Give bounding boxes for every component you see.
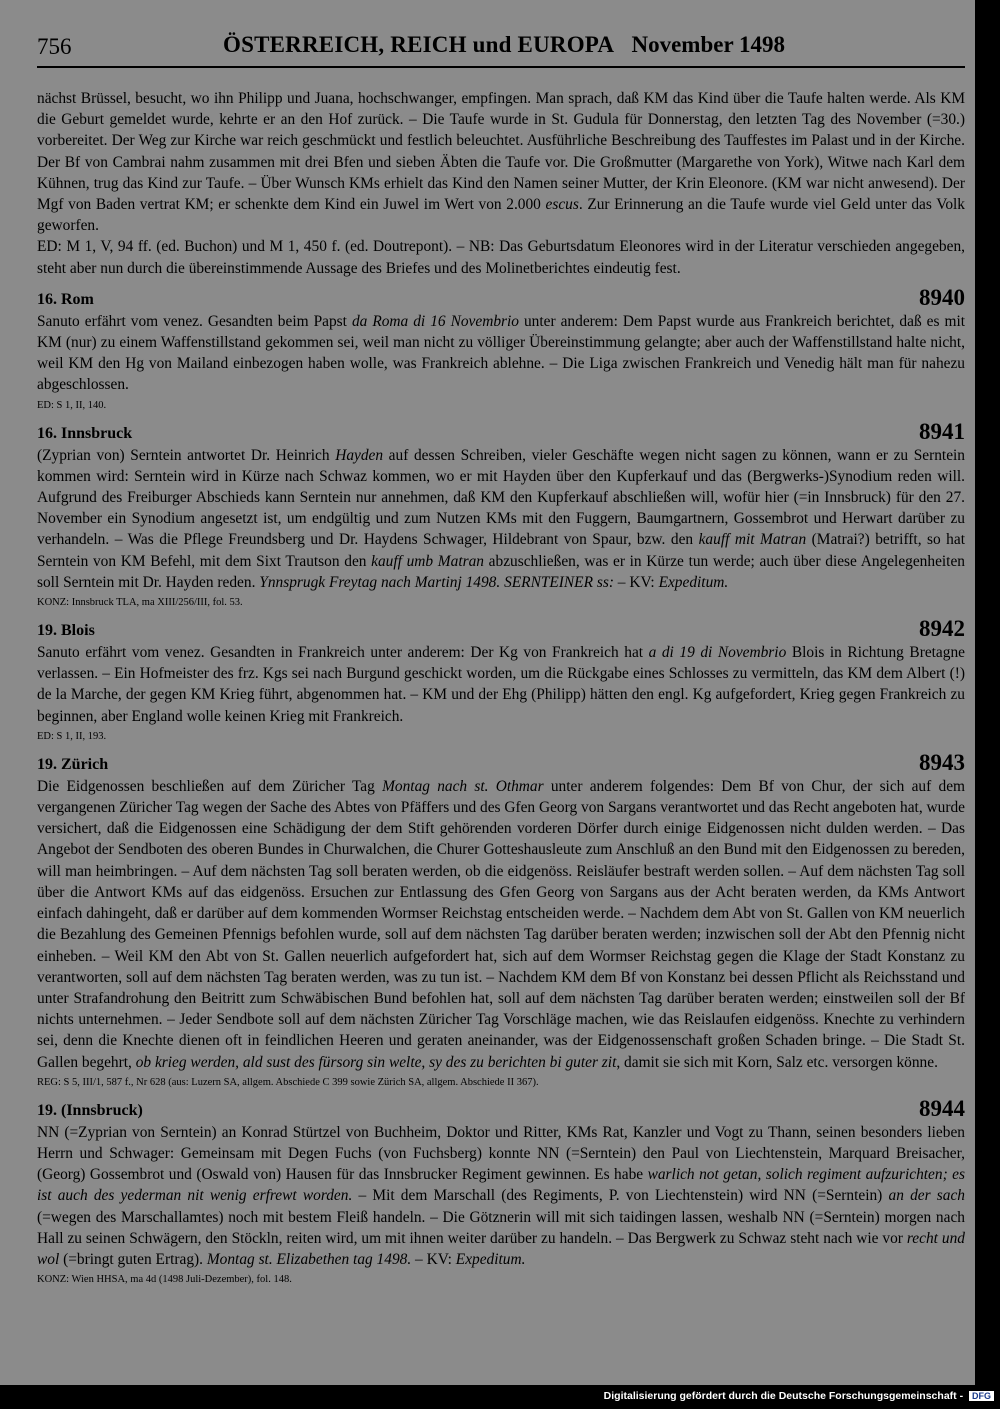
entry-text: NN (=Zyprian von Serntein) an Konrad Stürtzel von Buchheim, Doktor und Ritter, KMs Rat, Kanzler und Vogt zu Thann, seinen besonders lieben Herrn und Schwager: Gemeinsam mit Degen Fuchs (von Fuchsberg) konnte NN (=Serntein) den Paul von Liechtenstein, Marquard Breisacher, (Georg) Gossembrot und (Oswald von) Hausen für das Innsbrucker Regiment gewinnen. Es habe warlich not getan, solich regiment aufzurichten; es ist auch des yederman nit wenig erfrewt worden. – Mit dem Marschall (des Regiments, P. von Liechtenstein) wird NN (=Serntein) an der sach (=wegen des Marschallamtes) noch mit bestem Fleiß handeln. – Die Götznerin will mit sich taidingen lassen, weshalb NN (=Serntein) morgen nach Hall zu seinen Schwägern, den Stöckln, reiten wird, um mit ihnen weiter darüber zu handeln. – Das Bergwerk zu Schwaz steht nach wie vor recht und wol (=bringt guten Ertrag). Montag st. Elizabethen tag 1498. – KV: Expeditum. — [37, 1123, 965, 1268]
entry-source: ED: S 1, II, 140. — [37, 399, 107, 411]
entry-8942 — [37, 618, 965, 744]
intro-source: ED: M 1, V, 94 ff. (ed. Buchon) und M 1, 450 f. (ed. Doutrepont). – NB: Das Geburtsdatum Eleonores wird in der Literatur verschieden angegeben, steht aber nun durch die übereinstimmende Aussage des Briefes und des Molinetberichtes eindeutig fest. — [37, 238, 965, 277]
entry-text: (Zyprian von) Serntein antwortet Dr. Heinrich Hayden auf dessen Schreiben, vieler Geschäfte wegen nicht sagen zu können, wann er zu Serntein kommen wird: Serntein wird in Kürze nach Schwaz kommen, wo er mit Hayden über den Kupferkauf und das (Bergwerks-)Synodium reden will. Aufgrund des Freiburger Abschieds kann Serntein nur annehmen, daß KM den Kupferkauf abschließen will, wofür hier (=in Innsbruck) für den 27. November ein Synodium angesetzt ist, um endgültig und zum Nutzen KMs mit den Fuggern, Baumgartnern, Gossembrot und Herwart darüber zu verhandeln. – Was die Pflege Freundsberg und Dr. Haydens Schwager, Hildebrant von Spaur, bzw. den kauff mit Matran (Matrai?) betrifft, so hat Serntein von KM Befehl, mit dem Sixt Trautson den kauff umb Matran abzuschließen, was er in Kürze tun werde; auch über diese Angelegenheiten soll Serntein mit Dr. Hayden reden. Ynnsprugk Freytag nach Martinj 1498. SERNTEINER ss: – KV: Expeditum. — [37, 446, 965, 591]
dfg-logo: DFG — [969, 1391, 994, 1401]
entry-location: 19. Blois — [37, 622, 95, 640]
entry-number: 8942 — [919, 616, 965, 642]
entry-source: REG: S 5, III/1, 587 f., Nr 628 (aus: Luzern SA, allgem. Abschiede C 399 sowie Zürich SA, allgem. Abschiede II 367). — [37, 1076, 539, 1088]
page-number: 756 — [37, 34, 72, 59]
entry-header — [37, 1095, 965, 1122]
entry-header — [37, 749, 965, 776]
credit-text: Digitalisierung gefördert durch die Deutsche Forschungsgemeinschaft — [603, 1390, 957, 1402]
intro-text: nächst Brüssel, besucht, wo ihn Philipp und Juana, hochschwanger, empfingen. Man sprach, daß KM das Kind über die Taufe halten werde. Als KM die Geburt gemeldet wurde, kehrte er an den Hof zurück. – Die Taufe wurde in St. Gudula für Donnerstag, den letzten Tag des November (=30.) vorbereitet. Der Weg zur Kirche war reich geschmückt und festlich beleuchtet. Ausführliche Beschreibung des Tauffestes im Palast und in der Kirche. Der Bf von Cambrai nahm zusammen mit drei Bfen und sieben Äbten die Taufe vor. Die Großmutter (Margarethe von York), Witwe nach Karl dem Kühnen, trug das Kind zur Taufe. – Über Wunsch KMs erhielt das Kind den Namen seiner Mutter, der Krin Eleonore. (KM war nicht anwesend). Der Mgf von Baden vertrat KM; er schenkte dem Kind ein Juwel im Wert von 2.000 escus. Zur Erinnerung an die Taufe wurde viel Geld unter das Volk geworfen. — [37, 90, 966, 235]
entry-location: 16. Rom — [37, 290, 94, 308]
intro-continuation — [37, 88, 965, 279]
entry-number: 8944 — [919, 1095, 965, 1121]
entry-source: KONZ: Innsbruck TLA, ma XIII/256/III, fol. 53. — [37, 597, 243, 609]
running-date: November 1498 — [631, 32, 785, 57]
page-header — [37, 32, 965, 68]
entry-text: Sanuto erfährt vom venez. Gesandten in Frankreich unter anderem: Der Kg von Frankreich hat a di 19 di Novembrio Blois in Richtung Bretagne verlassen. – Ein Hofmeister des frz. Kgs sei nach Burgund geschickt worden, um die Rückgabe eines Schlosses zu vermitteln, das KM dem Albert (!) de la Marche, der gegen KM Krieg führt, abgenommen hat. – KM und der Ehg (Philipp) hätten den engl. Kg aufgefordert, Krieg gegen Frankreich zu beginnen, aber England wolle keinen Krieg mit Frankreich. — [37, 644, 965, 725]
entry-location: 16. Innsbruck — [37, 424, 133, 442]
entry-location: 19. Zürich — [37, 755, 109, 773]
entry-location: 19. (Innsbruck) — [37, 1101, 143, 1119]
entry-text: Die Eidgenossen beschließen auf dem Züricher Tag Montag nach st. Othmar unter anderem folgendes: Dem Bf von Chur, der sich auf dem vergangenen Züricher Tag wegen der Sache des Abtes von Pfäffers und des Gfen Georg von Sargans verantwortet und das Recht angeboten hat, wurde versichert, daß die Eidgenossen eine Schädigung der dem Stift gehörenden vorderen Dörfer durch einige Eidgenossen nicht dulden werden. – Das Angebot der Sendboten des oberen Bundes in Churwalchen, die Churer Gotteshausleute zum Anschluß an den Bund mit den Eidgenossen zu bereden, will man heimbringen. – Auf dem nächsten Tag soll beraten werden, ob die eidgenöss. Reisläufer bestraft werden sollen. – Auf dem nächsten Tag soll über die Antwort KMs auf das eidgenöss. Ersuchen zur Entlassung des Gfen Georg von Sargans aus der Acht beraten werden, da KMs Antwort einfach dahingeht, daß er darüber auf dem kommenden Wormser Reichstag entscheiden werde. – Nachdem dem Abt von St. Gallen von KM neuerlich die Bezahlung des Gemeinen Pfennigs befohlen wurde, soll auf dem nächsten Tag darüber beraten werden; inzwischen soll der Abt den Pfennig nicht einheben. – Weil KM den Abt von St. Gallen neuerlich aufgefordert hat, sich auf dem Wormser Reichstag gegen die Klage der Stadt Konstanz zu verantworten, soll auf dem nächsten Tag beraten werden, was zu tun ist. – Nachdem KM dem Bf von Konstanz bei dessen Pflicht als Reichsstand und unter Strafandrohung den Beitritt zum Schwäbischen Bund befohlen hat, soll auf dem nächsten Tag darüber beraten werden; einstweilen soll der Bf nichts unternehmen. – Jeder Sendbote soll auf dem nächsten Züricher Tag Vorschläge machen, wie das Reislaufen eidgenöss. Knechte zu verhindern sei, denn die Knechte dienen oft in feindlichen Heeren und geraten aneinander, was der Eidgenossenschaft großen Schaden bringe. – Die Stadt St. Gallen begehrt, ob krieg werden, ald sust des fürsorg sin welte, sy des zu berichten bi guter zit, damit sie sich mit Korn, Salz etc. versorgen könne. — [37, 777, 965, 1071]
entry-source: KONZ: Wien HHSA, ma 4d (1498 Juli-Dezember), fol. 148. — [37, 1274, 292, 1286]
running-title: ÖSTERREICH, REICH und EUROPA — [223, 32, 615, 57]
page-content — [37, 88, 965, 1287]
entry-number: 8941 — [919, 418, 965, 444]
entry-header — [37, 618, 965, 642]
entry-8944 — [37, 1095, 965, 1287]
entry-text: Sanuto erfährt vom venez. Gesandten beim Papst da Roma di 16 Novembrio unter anderem: Dem Papst wurde aus Frankreich berichtet, daß es mit KM (nur) zu einem Waffenstillstand gekommen sei, weil man nicht zu völliger Übereinstimmung gelangte; aber auch der Waffenstillstand halte nicht, weil KM den Hg von Mailand einbezogen haben wolle, was Frankreich ablehne. – Die Liga zwischen Frankreich und Venedig hält man für nahezu abgeschlossen. — [37, 312, 965, 394]
entry-header — [37, 284, 965, 311]
entry-source: ED: S 1, II, 193. — [37, 730, 107, 742]
entry-number: 8943 — [919, 749, 965, 775]
entry-number: 8940 — [919, 284, 965, 310]
entry-header — [37, 418, 965, 445]
entry-8943 — [37, 749, 965, 1090]
entry-8940 — [37, 284, 965, 413]
digitization-credit: Digitalisierung gefördert durch die Deutsche Forschungsgemeinschaft - DFG — [604, 1390, 994, 1402]
entry-8941 — [37, 418, 965, 610]
